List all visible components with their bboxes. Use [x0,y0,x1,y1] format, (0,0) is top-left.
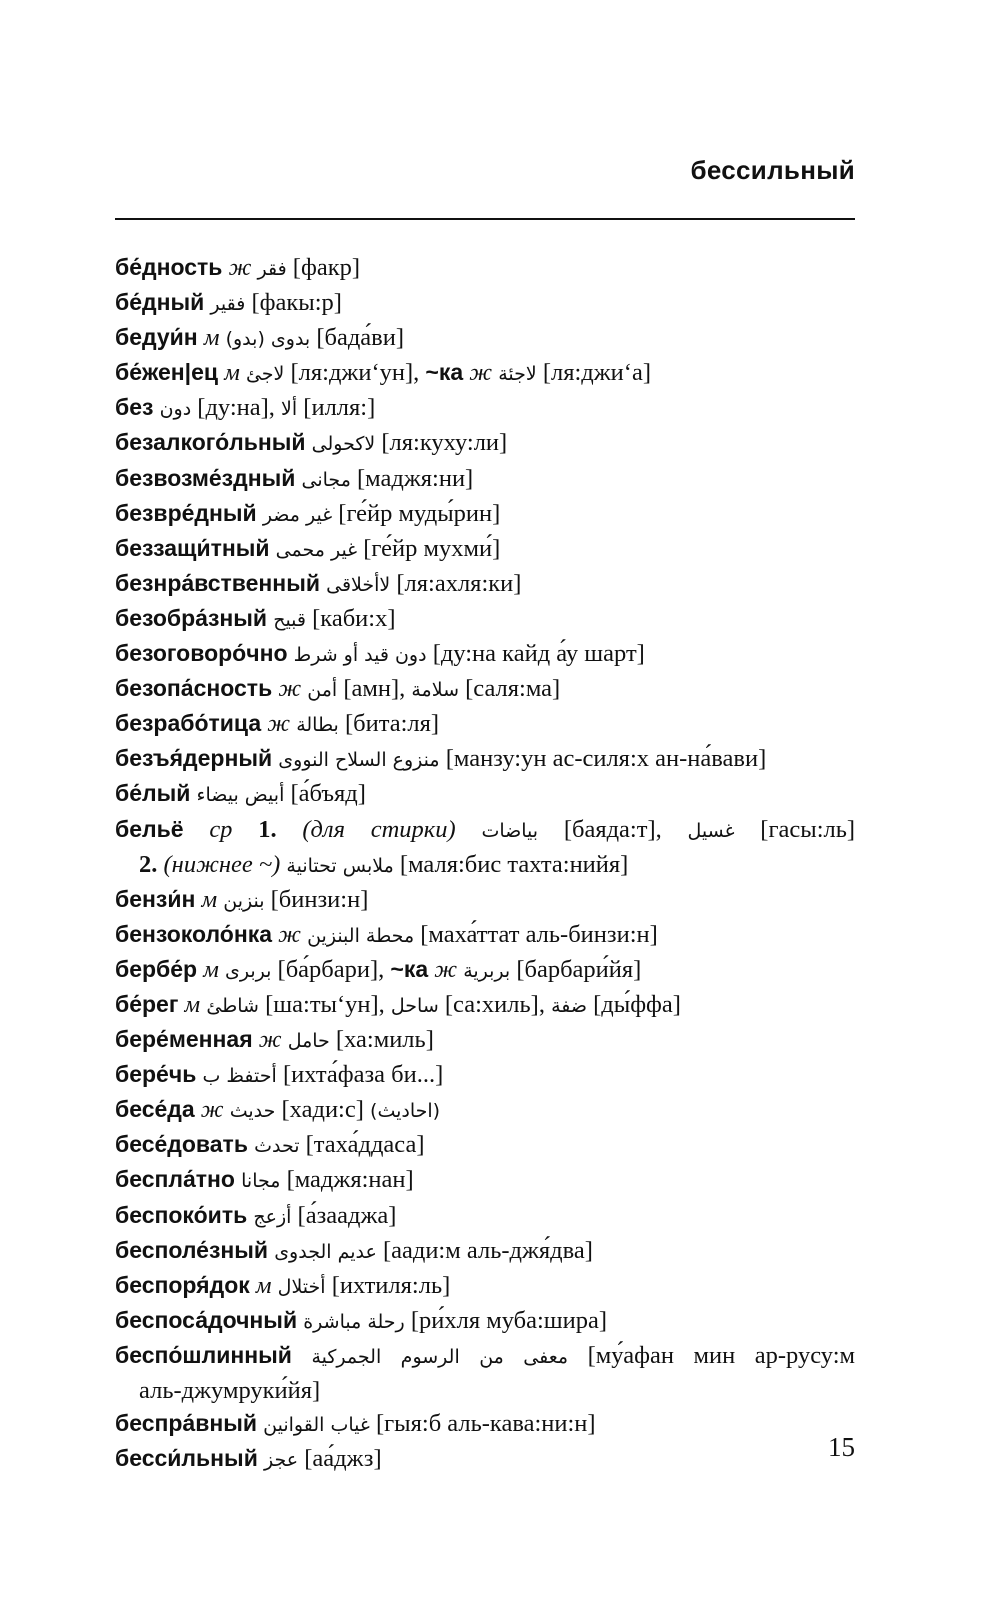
headword: бесе́довать [115,1131,248,1158]
transcription: [ба́рбари], [277,955,385,983]
dictionary-entry [115,813,855,848]
headword: бе́лый [115,780,191,807]
headword: бере́чь [115,1061,197,1088]
dictionary-entry [115,777,855,812]
arabic-text: أزعج [253,1205,292,1228]
arabic-text: بنزين [223,889,265,912]
headword: без [115,394,154,421]
transcription: [маха́ттат аль-бинзи:н] [420,920,658,948]
headword: беспоря́док [115,1271,250,1298]
dictionary-entry [115,356,855,391]
dictionary-entry [115,1023,855,1058]
headword: безобра́зный [115,604,268,631]
headword: бельё [115,815,184,842]
arabic-text: قبيح [273,608,307,631]
transcription: [факы:р] [251,289,342,317]
gender-mark: ж [258,1026,282,1054]
running-head: бессильный [690,155,855,185]
dictionary-entry [115,567,855,602]
transcription: [ля:джи‘а] [542,359,651,387]
transcription: [ихтиля:ль] [331,1271,451,1299]
arabic-text: فقر [257,258,287,280]
sense-note: (нижнее ~) [163,850,281,878]
arabic-text: أحتفظ ب [202,1065,277,1088]
headword: беззащи́тный [115,534,270,561]
arabic-text: بربرى [225,959,272,982]
arabic-text: سلامة [411,679,459,702]
transcription: [илля:] [303,394,376,422]
arabic-text: حديث [229,1100,276,1123]
transcription: аль-джумруки́йя] [139,1377,321,1404]
transcription: [ри́хля муба:шира] [410,1306,608,1334]
arabic-text: رحلة مباشرة [303,1310,405,1333]
transcription: [барбари́йя] [516,955,642,983]
headword: бесполе́зный [115,1236,269,1263]
transcription: [факр] [292,254,361,281]
dictionary-entry [115,602,855,637]
gender-mark: м [224,359,240,387]
transcription: [аади:м аль-джя́два] [382,1236,593,1264]
headword: беспра́вный [115,1410,258,1437]
headword: бензи́н [115,885,196,912]
dictionary-entry [115,1374,855,1407]
arabic-text: بدوى (بدو) [225,328,311,351]
transcription: [ге́йр муды́рин] [338,499,501,527]
transcription: [амн], [343,675,406,703]
dictionary-entry [115,988,855,1023]
arabic-text: ساحل [390,994,439,1017]
transcription: [маля:бис тахта:нийя] [399,850,629,878]
arabic-text: محطة البنزين [307,924,415,947]
arabic-text: دون قيد أو شرط [293,644,427,667]
dictionary-entry [115,1304,855,1339]
arabic-text: مجانا [241,1170,281,1193]
dictionary-entry [115,953,855,988]
dictionary-entry [115,286,855,321]
gender-mark: м [255,1271,272,1299]
transcription: [ду:на кайд а́у шарт] [432,640,645,668]
headword: безъя́дерный [115,745,273,772]
headword: бе́жен|ец [115,359,219,386]
arabic-text: تحدث [254,1135,300,1158]
arabic-text: فقير [210,293,246,316]
dictionary-entry [115,497,855,532]
dictionary-entry [115,426,855,461]
transcription: [ля:куху:ли] [381,429,508,457]
arabic-text: أختلال [277,1275,326,1298]
transcription: [гасы:ль] [760,815,856,843]
derived-headword: ~ка [425,359,464,386]
headword: бербе́р [115,955,198,982]
transcription: [саля:ма] [465,675,561,703]
headword: безнра́вственный [115,569,320,596]
transcription: [маджя:нан] [286,1166,414,1194]
arabic-text: شاطئ [206,994,259,1017]
dictionary-entry [115,532,855,567]
gender-mark: ж [278,920,301,948]
headword: беспоса́дочный [115,1306,298,1333]
arabic-text: بطالة [296,714,339,737]
gender-mark: ж [228,254,252,281]
headword: бензоколо́нка [115,920,273,947]
transcription: [каби:х] [312,604,396,632]
dictionary-entry [115,1269,855,1304]
transcription: [бинзи:н] [270,885,369,913]
arabic-text: غير محمى [275,538,358,561]
transcription: [ихта́фаза би...] [282,1061,444,1089]
transcription: [ша:ты‘ун], [265,990,385,1018]
gender-mark: м [203,955,219,983]
transcription: [ля:джи‘ун], [290,359,420,387]
headword: бе́дный [115,289,205,316]
transcription: [хади:с] [281,1096,364,1124]
transcription: [бада́ви] [316,324,405,352]
dictionary-entries [115,251,855,1477]
arabic-text: معفى من الرسوم الجمركية [311,1345,569,1368]
headword: безоговоро́чно [115,640,288,667]
transcription: [му́афан мин ар-русу:м [587,1341,856,1369]
arabic-text: لاأخلاقى [326,573,391,596]
dictionary-entry [115,321,855,356]
dictionary-entry [115,918,855,953]
dictionary-entry [115,462,855,497]
transcription: [ха:миль] [335,1026,434,1054]
arabic-text: لاجئ [245,363,285,386]
transcription: [маджя:ни] [357,464,474,492]
dictionary-entry [115,637,855,672]
transcription: [ду:на], [197,394,275,422]
header-rule [115,218,855,220]
transcription: [са:хиль], [444,990,545,1018]
transcription: [манзу:ун ас-силя:х ан-на́вави] [445,745,767,773]
derived-headword: ~ка [390,955,429,982]
arabic-text: لاكحولى [311,433,376,456]
dictionary-entry [115,1199,855,1234]
transcription: [а́бъяд] [290,780,366,808]
dictionary-entry [115,1128,855,1163]
arabic-text: دون [159,398,192,421]
dictionary-entry [115,707,855,742]
gender-mark: ж [469,359,493,387]
dictionary-entry [115,672,855,707]
dictionary-entry [115,1163,855,1198]
arabic-text: غير مضر [262,503,333,526]
arabic-text: حامل [287,1030,330,1053]
dictionary-entry [115,848,855,883]
sense-number: 1. [258,815,277,843]
sense-note: (для стирки) [302,815,456,843]
transcription: [гыя:б аль-кава:ни:н] [375,1410,596,1438]
dictionary-entry [115,1339,855,1374]
arabic-text: لاجئة [498,363,537,386]
arabic-text: غياب القوانين [263,1414,370,1437]
arabic-text: أمن [307,679,338,702]
transcription: [ля:ахля:ки] [396,569,522,597]
headword: безрабо́тица [115,710,262,737]
transcription: [таха́ддаса] [305,1131,425,1159]
transcription: [аа́джз] [304,1445,382,1473]
sense-number: 2. [139,850,158,878]
arabic-text: عجز [263,1449,299,1472]
gender-mark: м [203,324,220,352]
dictionary-entry [115,1058,855,1093]
arabic-text: غسيل [687,819,735,842]
gender-mark: ж [267,710,291,738]
headword: беспо́шлинный [115,1341,292,1368]
gender-mark: ж [200,1096,224,1124]
transcription: [ды́ффа] [593,990,681,1018]
transcription: [бита:ля] [344,710,440,738]
transcription: [а́зааджа] [297,1201,397,1229]
headword: бесси́льный [115,1445,258,1472]
dictionary-entry [115,883,855,918]
gender-mark: ж [278,675,302,703]
transcription: [баяда:т], [563,815,662,843]
dictionary-entry [115,391,855,426]
arabic-text: ضفة [551,994,588,1017]
transcription: [ге́йр мухми́] [363,534,501,562]
page-number: 15 [828,1432,855,1462]
gender-mark: м [184,990,201,1018]
dictionary-entry [115,742,855,777]
arabic-plural: (احاديث) [370,1100,441,1123]
arabic-text: بربرية [463,959,511,982]
dictionary-entry [115,1093,855,1128]
headword: бесе́да [115,1096,195,1123]
headword: бере́менная [115,1026,253,1053]
gender-mark: м [201,885,218,913]
arabic-text: عديم الجدوى [274,1240,377,1263]
gender-mark: ж [434,955,458,983]
headword: беспоко́ить [115,1201,248,1228]
gender-mark: ср [209,815,233,843]
headword: безвозме́здный [115,464,296,491]
arabic-text: ألا [281,398,298,421]
headword: безалкого́льный [115,429,306,456]
dictionary-entry [115,251,855,286]
dictionary-entry [115,1234,855,1269]
arabic-text: مجانى [301,468,351,491]
headword: бе́рег [115,990,179,1017]
arabic-text: منزوع السلاح النووى [278,749,440,772]
arabic-text: أبيض بيضاء [196,784,285,807]
headword: безопа́сность [115,675,273,702]
headword: безвре́дный [115,499,257,526]
headword: бедуи́н [115,324,198,351]
headword: беспла́тно [115,1166,235,1193]
headword: бе́дность [115,254,223,280]
arabic-text: ملابس تحتانية [286,854,394,877]
arabic-text: بياضات [481,819,539,842]
